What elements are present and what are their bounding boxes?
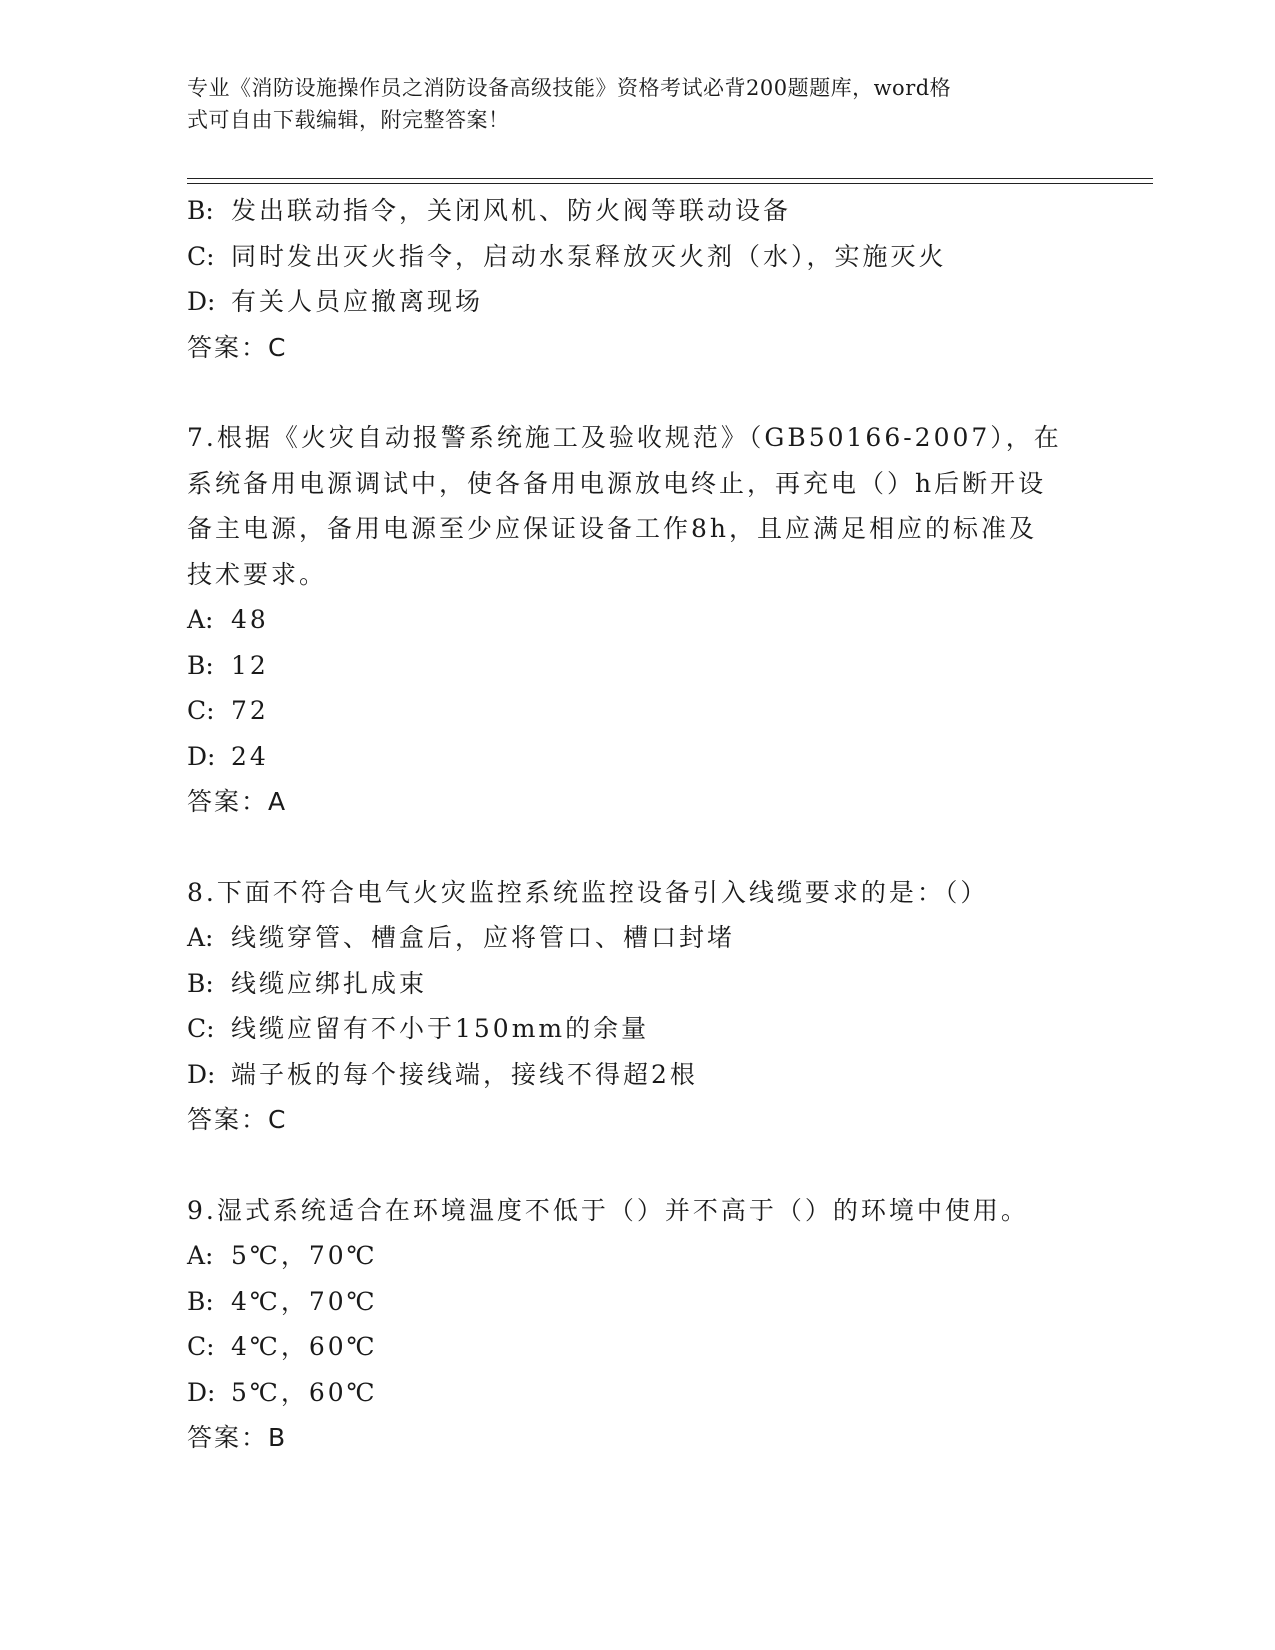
question-text-line: 8.下面不符合电气火灾监控系统监控设备引入线缆要求的是：（）: [187, 877, 989, 907]
question-block-prev: [187, 188, 1087, 370]
answer-line: 答案：C: [187, 332, 288, 362]
option-c: C: 4℃，60℃: [187, 1332, 378, 1361]
option-a: A: 5℃，70℃: [187, 1241, 378, 1270]
option-d: D: 有关人员应撤离现场: [187, 287, 484, 316]
option-b: B: 12: [187, 650, 269, 680]
header-line-2: 式可自由下载编辑，附完整答案！: [187, 108, 510, 132]
option-b: B: 发出联动指令，关闭风机、防火阀等联动设备: [187, 196, 792, 225]
question-block-9: [187, 1188, 1087, 1461]
question-text-line: 7.根据《火灾自动报警系统施工及验收规范》（GB50166-2007），在: [187, 423, 1062, 452]
option-c: C: 同时发出灭火指令，启动水泵释放灭火剂（水），实施灭火: [187, 241, 947, 271]
option-d: D: 5℃，60℃: [187, 1377, 378, 1407]
question-block-7: [187, 415, 1087, 825]
option-d: D: 24: [187, 741, 269, 771]
answer-line: 答案：B: [187, 1423, 288, 1452]
question-text-line: 技术要求。: [187, 559, 328, 589]
option-a: A: 48: [187, 605, 269, 634]
header-line-1: 专业《消防设施操作员之消防设备高级技能》资格考试必背200题题库，word格: [187, 76, 952, 100]
question-block-8: [187, 870, 1087, 1143]
question-text-line: 系统备用电源调试中，使各备用电源放电终止，再充电（）h后断开设: [187, 468, 1047, 498]
question-text-line: 备主电源，备用电源至少应保证设备工作8h，且应满足相应的标准及: [187, 514, 1038, 543]
option-a: A: 线缆穿管、槽盒后，应将管口、槽口封堵: [187, 923, 736, 952]
option-b: B: 线缆应绑扎成束: [187, 968, 428, 998]
option-c: C: 线缆应留有不小于150mm的余量: [187, 1014, 650, 1043]
option-d: D: 端子板的每个接线端，接线不得超2根: [187, 1059, 698, 1089]
answer-line: 答案：A: [187, 787, 288, 816]
header-divider-bottom: [187, 183, 1153, 184]
document-header: [187, 72, 1067, 136]
option-b: B: 4℃，70℃: [187, 1286, 378, 1316]
header-divider-top: [187, 178, 1153, 179]
answer-line: 答案：C: [187, 1105, 288, 1134]
question-text-line: 9.湿式系统适合在环境温度不低于（）并不高于（）的环境中使用。: [187, 1195, 1029, 1225]
question-list: [187, 188, 1087, 1461]
option-c: C: 72: [187, 696, 269, 725]
